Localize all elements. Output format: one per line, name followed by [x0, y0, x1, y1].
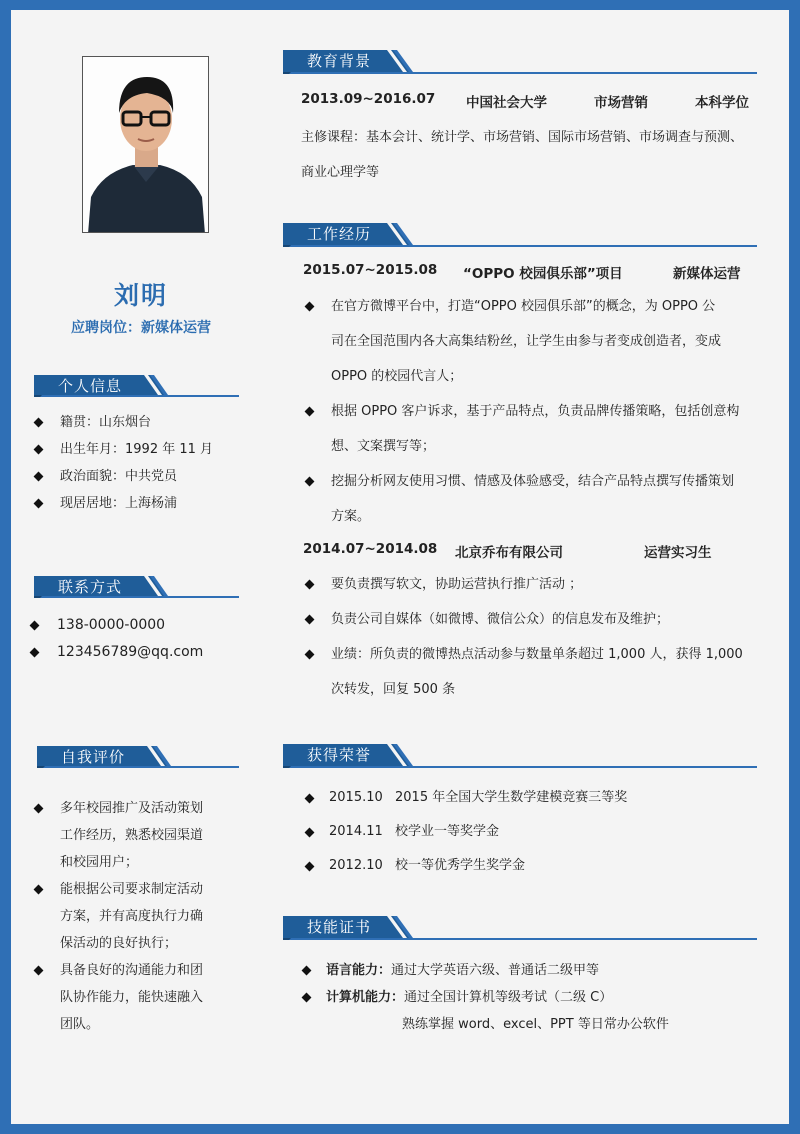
self-eval-line: 队协作能力，能快速融入 — [60, 990, 204, 1005]
diamond-bullet-icon — [34, 418, 44, 428]
phone-number: 138-0000-0000 — [57, 617, 166, 633]
section-title: 联系方式 — [58, 578, 123, 596]
list-item — [303, 464, 763, 534]
self-eval-line: 团队。 — [60, 1017, 100, 1032]
diamond-bullet-icon — [305, 477, 315, 487]
profile-photo — [82, 56, 209, 233]
list-item — [34, 463, 254, 490]
info-birth: 出生年月：1992 年 11 月 — [60, 442, 214, 457]
diamond-bullet-icon — [34, 445, 44, 455]
list-item — [34, 957, 254, 1038]
skill-text: 熟练掌握 word、excel、PPT 等日常办公软件 — [402, 1017, 669, 1032]
job-point-line: 要负责撰写软文，协助运营执行推广活动 ； — [331, 577, 583, 592]
diamond-bullet-icon — [302, 966, 312, 976]
edu-major: 市场营销 — [594, 95, 648, 111]
list-item — [303, 849, 763, 883]
diamond-bullet-icon — [30, 621, 40, 631]
section-title: 自我评价 — [61, 748, 126, 766]
edu-courses: 主修课程：基本会计、统计学、市场营销、国际市场营销、市场调查与预测、 — [301, 130, 744, 145]
honor-date: 2012.10 — [329, 858, 383, 873]
diamond-bullet-icon — [34, 499, 44, 509]
diamond-bullet-icon — [34, 966, 44, 976]
list-item — [303, 637, 763, 707]
diamond-bullet-icon — [30, 648, 40, 658]
diamond-bullet-icon — [305, 828, 315, 838]
person-photo-icon — [83, 57, 209, 233]
job-point-line: 想、文案撰写等； — [331, 439, 436, 454]
skill-label: 语言能力： — [326, 963, 392, 978]
self-eval-line: 具备良好的沟通能力和团 — [60, 963, 204, 978]
list-item — [303, 289, 763, 394]
skill-text: 通过全国计算机等级考试（二级 C） — [404, 990, 613, 1005]
list-item — [34, 436, 254, 463]
resume-page — [11, 10, 789, 1124]
honor-date: 2014.11 — [329, 824, 383, 839]
job-period: 2014.07~2014.08 — [303, 541, 438, 557]
diamond-bullet-icon — [305, 862, 315, 872]
list-item — [34, 795, 254, 876]
honor-text: 2015 年全国大学生数学建模竞赛三等奖 — [395, 790, 628, 805]
diamond-bullet-icon — [302, 993, 312, 1003]
honor-text: 校学业一等奖学金 — [395, 824, 500, 839]
self-eval-list — [34, 795, 254, 1038]
info-political: 政治面貌：中共党员 — [60, 469, 178, 484]
list-item — [28, 612, 248, 639]
edu-degree: 本科学位 — [695, 95, 749, 111]
diamond-bullet-icon — [305, 407, 315, 417]
info-hometown: 籍贯：山东烟台 — [60, 415, 152, 430]
section-title: 获得荣誉 — [307, 746, 372, 764]
honors-list — [303, 781, 763, 883]
section-title: 教育背景 — [307, 52, 372, 70]
email-address: 123456789@qq.com — [57, 644, 204, 660]
section-title: 工作经历 — [307, 225, 372, 243]
list-item — [300, 984, 760, 1011]
job-org: “OPPO 校园俱乐部”项目 — [463, 266, 623, 282]
diamond-bullet-icon — [305, 794, 315, 804]
list-item — [34, 876, 254, 957]
self-eval-line: 工作经历，熟悉校园渠道 — [60, 828, 204, 843]
job-point-line: 业绩：所负责的微博热点活动参与数量单条超过 1,000 人，获得 1,000 — [331, 647, 743, 662]
self-eval-line: 能根据公司要求制定活动 — [60, 882, 204, 897]
self-eval-line: 保活动的良好执行； — [60, 936, 178, 951]
list-item — [300, 957, 760, 984]
applied-position: 应聘岗位：新媒体运营 — [71, 320, 211, 336]
diamond-bullet-icon — [305, 615, 315, 625]
edu-courses-cont: 商业心理学等 — [301, 165, 380, 180]
job-point-line: 次转发，回复 500 条 — [331, 682, 456, 697]
self-eval-line: 和校园用户； — [60, 855, 139, 870]
job-point-line: 方案。 — [331, 509, 371, 524]
job-point-line: 挖掘分析网友使用习惯、情感及体验感受，结合产品特点撰写传播策划 — [331, 474, 735, 489]
skills-list — [300, 957, 760, 1038]
diamond-bullet-icon — [305, 302, 315, 312]
honor-date: 2015.10 — [329, 790, 383, 805]
job-point-line: OPPO 的校园代言人； — [331, 369, 463, 384]
job-role: 新媒体运营 — [673, 266, 741, 282]
person-name: 刘明 — [113, 281, 168, 310]
honor-text: 校一等优秀学生奖学金 — [395, 858, 526, 873]
skill-text: 通过大学英语六级、普通话二级甲等 — [391, 963, 600, 978]
job-point-line: 在官方微博平台中，打造“OPPO 校园俱乐部”的概念，为 OPPO 公 — [331, 299, 716, 314]
job-period: 2015.07~2015.08 — [303, 262, 438, 278]
list-item — [34, 409, 254, 436]
skill-label: 计算机能力： — [326, 990, 405, 1005]
self-eval-line: 多年校园推广及活动策划 — [60, 801, 204, 816]
list-item — [303, 394, 763, 464]
self-eval-line: 方案，并有高度执行力确 — [60, 909, 204, 924]
diamond-bullet-icon — [34, 804, 44, 814]
info-residence: 现居居地：上海杨浦 — [60, 496, 178, 511]
list-item — [34, 490, 254, 517]
diamond-bullet-icon — [34, 885, 44, 895]
list-item — [303, 567, 763, 602]
personal-info-list — [34, 409, 254, 517]
job-role: 运营实习生 — [644, 545, 712, 561]
list-item — [303, 602, 763, 637]
list-item — [303, 781, 763, 815]
section-title: 技能证书 — [307, 918, 372, 936]
job-point-line: 根据 OPPO 客户诉求，基于产品特点，负责品牌传播策略，包括创意构 — [331, 404, 740, 419]
list-item — [28, 639, 248, 666]
edu-school: 中国社会大学 — [466, 95, 547, 111]
diamond-bullet-icon — [305, 650, 315, 660]
contact-list — [28, 612, 248, 666]
section-title: 个人信息 — [58, 377, 123, 395]
job-points — [303, 567, 763, 707]
diamond-bullet-icon — [305, 580, 315, 590]
job-point-line: 司在全国范围内各大高集结粉丝，让学生由参与者变成创造者，变成 — [331, 334, 722, 349]
job-org: 北京乔布有限公司 — [455, 545, 563, 561]
job-point-line: 负责公司自媒体（如微博、微信公众）的信息发布及维护； — [331, 612, 670, 627]
list-item — [303, 815, 763, 849]
edu-period: 2013.09~2016.07 — [301, 91, 436, 107]
job-points — [303, 289, 763, 534]
diamond-bullet-icon — [34, 472, 44, 482]
